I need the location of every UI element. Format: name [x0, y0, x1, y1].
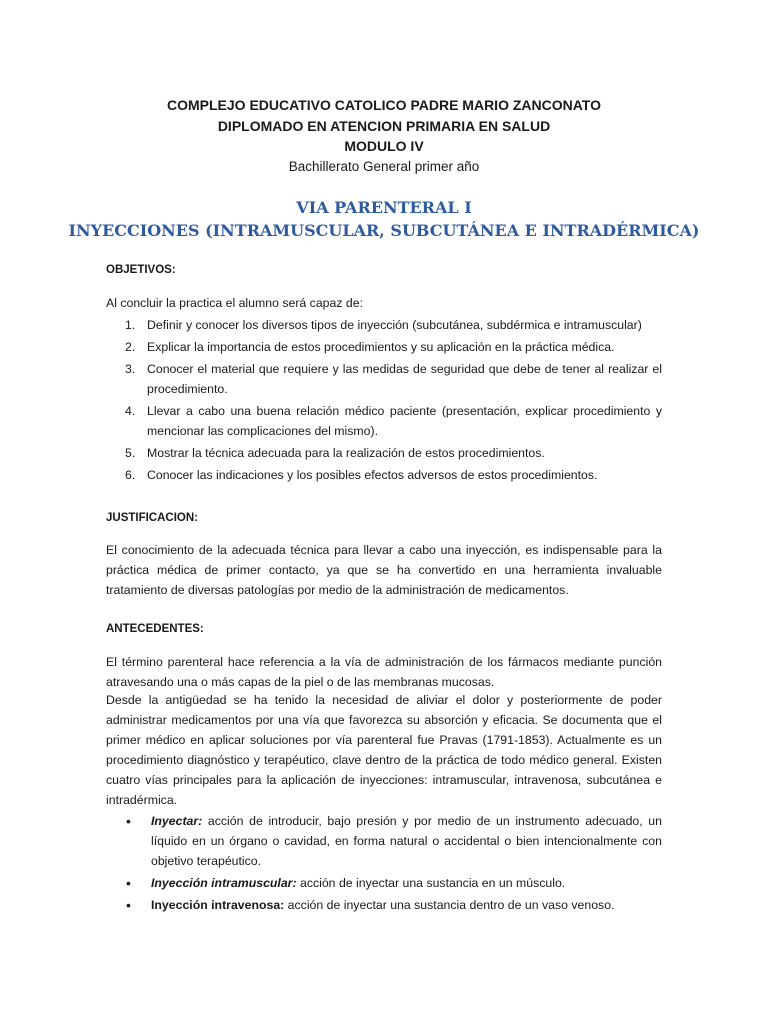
bullet-icon: • — [126, 875, 131, 891]
list-item: 2. Explicar la importancia de estos procedimientos y su aplicación en la práctica médica. — [125, 340, 615, 354]
module-name: MODULO IV — [344, 138, 424, 154]
list-item: 6. Conocer las indicaciones y los posibles efectos adversos de estos procedimientos. — [125, 468, 598, 482]
document-subtitle: INYECCIONES (INTRAMUSCULAR, SUBCUTÁNEA E INTRADÉRMICA) — [68, 221, 700, 240]
justificacion-heading: JUSTIFICACION: — [106, 512, 198, 524]
course-level: Bachillerato General primer año — [288, 159, 480, 174]
antecedentes-heading: ANTECEDENTES: — [106, 623, 204, 635]
list-item: 4. Llevar a cabo una buena relación médico paciente (presentación, explicar procedimiento y mencionar las complicaciones del mismo). — [125, 404, 662, 438]
bullet-icon: • — [126, 897, 131, 913]
program-name: DIPLOMADO EN ATENCION PRIMARIA EN SALUD — [217, 118, 551, 134]
objetivos-intro: Al concluir la practica el alumno será capaz de: — [106, 296, 363, 310]
list-item: • Inyección intramuscular: acción de inyectar una sustancia en un músculo. — [126, 875, 566, 891]
document-title: VIA PARENTERAL I — [296, 198, 472, 217]
justificacion-text: El conocimiento de la adecuada técnica para llevar a cabo una inyección, es indispensable para la práctica médica de primer contacto, ya que se ha convertido en una herramienta invaluable tratamiento de diversas patologías por medio de la administración de medicamentos. — [106, 543, 662, 597]
antecedentes-paragraph-1: El término parenteral hace referencia a la vía de administración de los fármacos mediante punción atravesando una o más capas de la piel o de las membranas mucosas. — [106, 655, 662, 689]
list-item: 3. Conocer el material que requiere y las medidas de seguridad que debe de tener al realizar el procedimiento. — [125, 362, 662, 396]
objetivos-heading: OBJETIVOS: — [106, 264, 176, 276]
list-item: • Inyección intravenosa: acción de inyectar una sustancia dentro de un vaso venoso. — [126, 897, 615, 913]
objetivos-list — [106, 315, 662, 487]
definitions-list — [106, 811, 662, 917]
institution-name: COMPLEJO EDUCATIVO CATOLICO PADRE MARIO ZANCONATO — [166, 97, 601, 113]
list-item: 1. Definir y conocer los diversos tipos de inyección (subcutánea, subdérmica e intramuscular) — [125, 318, 642, 332]
list-item: • Inyectar: acción de introducir, bajo presión y por medio de un instrumento adecuado, un líquido en un órgano o cavidad, en forma natural o accidental o bien intencionalmente con objetivo terapéutico. — [126, 813, 662, 868]
antecedentes-paragraph-2: Desde la antigüedad se ha tenido la necesidad de aliviar el dolor y posteriormente de poder administrar medicamentos por una vía que favorezca su absorción y eficacia. Se documenta que el primer médico en aplicar soluciones por vía parenteral fue Pravas (1791-1853). Actualmente es un procedimiento diagnóstico y terapéutico, clave dentro de la práctica de todo médico general. Existen cuatro vías principales para la aplicación de inyecciones: intramuscular, intravenosa, subcutánea e intradérmica. — [106, 693, 662, 807]
bullet-icon: • — [126, 813, 131, 829]
list-item: 5. Mostrar la técnica adecuada para la realización de estos procedimientos. — [125, 446, 545, 460]
